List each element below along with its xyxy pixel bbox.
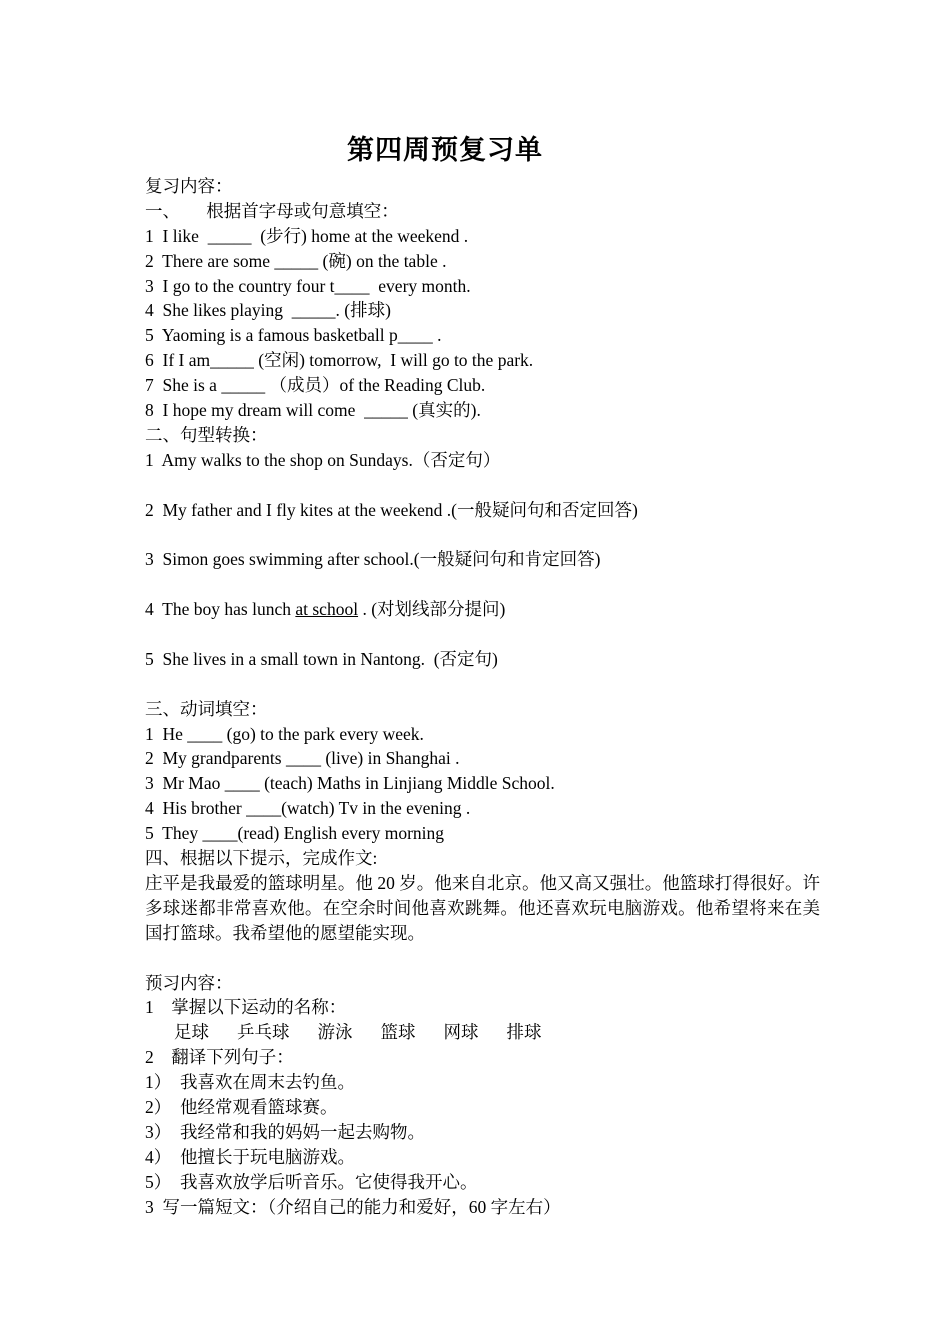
translate-item: 3） 我经常和我的妈妈一起去购物。 (145, 1121, 425, 1142)
transform-item-text: 4 The boy has lunch (145, 599, 296, 620)
fill-blank-item: 1 I like _____ (步行) home at the weekend . (145, 225, 469, 246)
answer-space (145, 522, 820, 547)
blank-line (145, 946, 820, 971)
section4-heading: 四、根据以下提示，完成作文: (145, 848, 378, 869)
underlined-phrase: at school (295, 599, 359, 620)
fill-blank-item: 3 I go to the country four t____ every month. (145, 275, 471, 296)
verb-item: 5 They ____(read) English every morning (145, 823, 445, 844)
fill-blank-item: 6 If I am_____ (空闲) tomorrow, I will go to the park. (145, 350, 534, 371)
transform-item: 5 She lives in a small town in Nantong. (否定句) (145, 648, 498, 669)
fill-blank-item: 8 I hope my dream will come _____ (真实的). (145, 400, 481, 421)
transform-item: 3 Simon goes swimming after school.(一般疑问句和肯定回答) (145, 549, 601, 570)
transform-item: 2 My father and I fly kites at the weekend .(一般疑问句和否定回答) (145, 499, 638, 520)
page-title: 第四周预复习单 (347, 135, 543, 165)
answer-space (145, 622, 820, 647)
preview-heading: 预习内容： (145, 972, 233, 993)
preview-part2-heading: 2 翻译下列句子： (145, 1047, 294, 1068)
composition-prompt: 庄平是我最爱的篮球明星。他 20 岁。他来自北京。他又高又强壮。他篮球打得很好。许多球迷都非常喜欢他。在空余时间他喜欢跳舞。他还喜欢玩电脑游戏。他希望将来在美国打篮球。我希望他的愿望能实现。 (145, 872, 820, 943)
answer-space (145, 473, 820, 498)
review-heading: 复习内容： (145, 176, 233, 196)
verb-item: 4 His brother ____(watch) Tv in the evening . (145, 798, 471, 819)
answer-space (145, 672, 820, 697)
fill-blank-item: 7 She is a _____ （成员）of the Reading Club. (145, 375, 486, 396)
worksheet-content (145, 174, 820, 1219)
verb-item: 1 He ____ (go) to the park every week. (145, 723, 424, 744)
translate-item: 2） 他经常观看篮球赛。 (145, 1097, 338, 1118)
transform-item-text: . (对划线部分提问) (358, 599, 506, 620)
translate-item: 5） 我喜欢放学后听音乐。它使得我开心。 (145, 1171, 478, 1192)
sports-list (145, 1020, 820, 1045)
verb-item: 2 My grandparents ____ (live) in Shanghai . (145, 748, 460, 769)
section1-heading: 一、 根据首字母或句意填空： (145, 200, 399, 221)
section3-heading: 三、动词填空： (145, 698, 268, 719)
translate-item: 1） 我喜欢在周末去钓鱼。 (145, 1072, 355, 1093)
sport-name: 游泳 (317, 1022, 353, 1043)
fill-blank-item: 2 There are some _____ (碗) on the table . (145, 250, 447, 271)
transform-item: 1 Amy walks to the shop on Sundays.（否定句） (145, 449, 501, 470)
sport-name: 篮球 (380, 1022, 416, 1043)
sport-name: 乒乓球 (237, 1022, 290, 1043)
fill-blank-item: 4 She likes playing _____. (排球) (145, 300, 391, 321)
fill-blank-item: 5 Yaoming is a famous basketball p____ . (145, 325, 442, 346)
transform-item (145, 597, 820, 622)
verb-item: 3 Mr Mao ____ (teach) Maths in Linjiang Middle School. (145, 773, 555, 794)
preview-part1-heading: 1 掌握以下运动的名称： (145, 997, 347, 1018)
translate-item: 4） 他擅长于玩电脑游戏。 (145, 1146, 355, 1167)
preview-part3-heading: 3 写一篇短文：（介绍自己的能力和爱好，60 字左右） (145, 1196, 561, 1217)
answer-space (145, 572, 820, 597)
section2-heading: 二、句型转换： (145, 424, 268, 445)
sport-name: 排球 (506, 1022, 542, 1043)
sport-name: 网球 (443, 1022, 479, 1043)
sport-name: 足球 (174, 1022, 209, 1043)
